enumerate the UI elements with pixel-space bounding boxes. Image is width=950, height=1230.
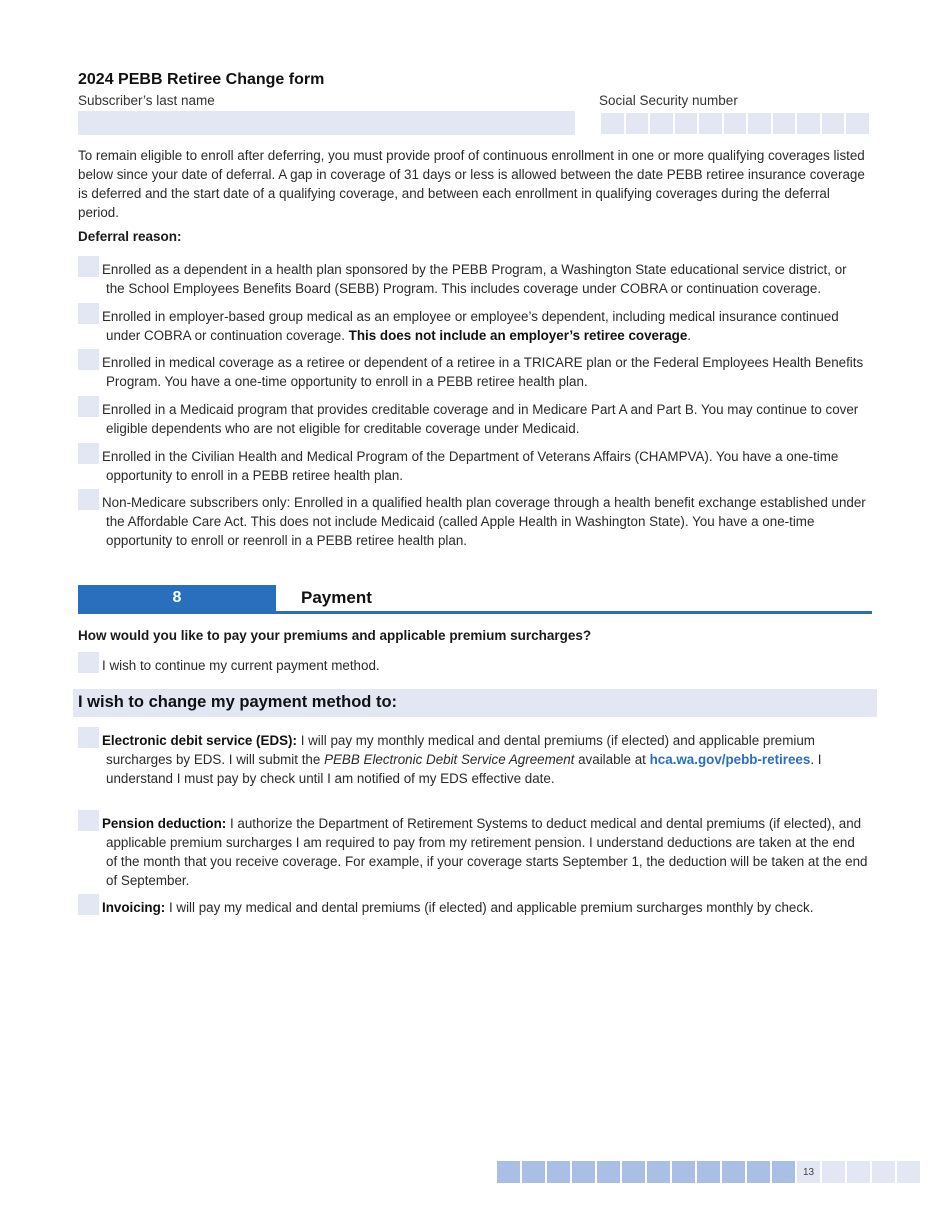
payment-option-pension: [78, 814, 868, 890]
deferral-option-text: Enrolled in employer-based group medical as an employee or employee’s dependent, including medical insurance continued under COBRA or continuation coverage. This does not include an employer’s retiree coverage.: [102, 309, 839, 343]
pension-deduction-checkbox[interactable]: [78, 810, 99, 831]
page-tab[interactable]: [772, 1161, 795, 1183]
payment-option-invoicing: [78, 898, 868, 917]
last-name-label: Subscriber’s last name: [78, 93, 215, 108]
page-tab[interactable]: [597, 1161, 620, 1183]
deferral-option: [78, 260, 868, 298]
eds-checkbox[interactable]: [78, 727, 99, 748]
ssn-digit-box[interactable]: [748, 113, 771, 134]
ssn-digit-box[interactable]: [724, 113, 747, 134]
section-title: Payment: [301, 588, 372, 607]
payment-question: How would you like to pay your premiums and applicable premium surcharges?: [78, 628, 592, 643]
invoicing-checkbox[interactable]: [78, 894, 99, 915]
continue-payment-checkbox[interactable]: [78, 652, 99, 673]
deferral-option: [78, 493, 868, 550]
deferral-option-text: Enrolled in a Medicaid program that provides creditable coverage and in Medicare Part A and Part B. You may continue to cover eligible dependents who are not eligible for creditable coverage under Medicaid.: [102, 402, 859, 436]
deferral-option: [78, 307, 868, 345]
ssn-field[interactable]: [601, 113, 869, 134]
page-tab[interactable]: [547, 1161, 570, 1183]
page-tab[interactable]: [697, 1161, 720, 1183]
ssn-digit-box[interactable]: [601, 113, 624, 134]
page-tab[interactable]: [522, 1161, 545, 1183]
payment-option-text: Electronic debit service (EDS): I will pay my monthly medical and dental premiums (if elected) and applicable premium surcharges by EDS. I will submit the PEBB Electronic Debit Service Agreement available at hca.wa.gov/pebb-retirees. I understand I must pay by check until I am notified of my EDS effective date.: [102, 733, 822, 786]
current-page-number: 13: [797, 1161, 820, 1183]
deferral-option: [78, 400, 868, 438]
page-tab[interactable]: [822, 1161, 845, 1183]
page-tab[interactable]: [497, 1161, 520, 1183]
ssn-digit-box[interactable]: [650, 113, 673, 134]
deferral-option-checkbox[interactable]: [78, 443, 99, 464]
page-tab[interactable]: [647, 1161, 670, 1183]
deferral-option-text: Non-Medicare subscribers only: Enrolled in a qualified health plan coverage through a health benefit exchange established under the Affordable Care Act. This does not include Medicaid (called Apple Health in Washington State). You have a one-time opportunity to enroll or reenroll in a PEBB retiree health plan.: [102, 495, 866, 548]
payment-option-text: Invoicing: I will pay my medical and dental premiums (if elected) and applicable premium surcharges monthly by check.: [102, 900, 814, 915]
change-payment-heading-band: [73, 689, 877, 717]
section-header: [78, 585, 872, 614]
deferral-option-text: Enrolled in the Civilian Health and Medical Program of the Department of Veterans Affairs (CHAMPVA). You have a one-time opportunity to enroll in a PEBB retiree health plan.: [102, 449, 839, 483]
form-title: 2024 PEBB Retiree Change form: [78, 71, 325, 88]
section-number: 8: [78, 585, 276, 611]
ssn-digit-box[interactable]: [773, 113, 796, 134]
deferral-option-checkbox[interactable]: [78, 396, 99, 417]
deferral-option-text: Enrolled as a dependent in a health plan sponsored by the PEBB Program, a Washington State educational service district, or the School Employees Benefits Board (SEBB) Program. This includes coverage under COBRA or continuation coverage.: [102, 262, 847, 296]
change-payment-heading: I wish to change my payment method to:: [78, 693, 398, 711]
ssn-digit-box[interactable]: [797, 113, 820, 134]
ssn-digit-box[interactable]: [699, 113, 722, 134]
page-navigation: [497, 1161, 920, 1183]
page-tab[interactable]: [672, 1161, 695, 1183]
page-tab[interactable]: [847, 1161, 870, 1183]
payment-option-text: I wish to continue my current payment method.: [102, 658, 380, 673]
page-tab[interactable]: [622, 1161, 645, 1183]
page-tab[interactable]: [722, 1161, 745, 1183]
page-tab[interactable]: [872, 1161, 895, 1183]
deferral-option: [78, 353, 868, 391]
ssn-digit-box[interactable]: [675, 113, 698, 134]
emphasis-text: This does not include an employer’s retiree coverage: [348, 328, 688, 343]
page-tab[interactable]: [572, 1161, 595, 1183]
ssn-label: Social Security number: [599, 93, 738, 108]
ssn-digit-box[interactable]: [846, 113, 869, 134]
deferral-option: [78, 447, 868, 485]
deferral-option-checkbox[interactable]: [78, 349, 99, 370]
page-tab[interactable]: [747, 1161, 770, 1183]
payment-option-text: Pension deduction: I authorize the Department of Retirement Systems to deduct medical and dental premiums (if elected), and applicable premium surcharges I am required to pay from my retirement pension. I understand deductions are taken at the end of the month that you receive coverage. For example, if your coverage starts September 1, the deduction will be taken at the end of September.: [102, 816, 868, 888]
deferral-reason-label: Deferral reason:: [78, 229, 182, 244]
last-name-field[interactable]: [78, 111, 575, 135]
payment-option-continue: [78, 656, 868, 675]
deferral-option-checkbox[interactable]: [78, 256, 99, 277]
ssn-digit-box[interactable]: [626, 113, 649, 134]
page-tab[interactable]: [897, 1161, 920, 1183]
payment-option-eds: [78, 731, 868, 788]
deferral-intro-paragraph: To remain eligible to enroll after deferring, you must provide proof of continuous enrollment in one or more qualifying coverages listed below since your date of deferral. A gap in coverage of 31 days or less is allowed between the date PEBB retiree insurance coverage is deferred and the start date of a qualifying coverage, and between each enrollment in qualifying coverages during the deferral period.: [78, 148, 865, 220]
pebb-retirees-link[interactable]: hca.wa.gov/pebb-retirees: [649, 752, 811, 767]
deferral-option-checkbox[interactable]: [78, 489, 99, 510]
deferral-option-checkbox[interactable]: [78, 303, 99, 324]
ssn-digit-box[interactable]: [822, 113, 845, 134]
deferral-option-text: Enrolled in medical coverage as a retiree or dependent of a retiree in a TRICARE plan or the Federal Employees Health Benefits Program. You have a one-time opportunity to enroll in a PEBB retiree health plan.: [102, 355, 864, 389]
